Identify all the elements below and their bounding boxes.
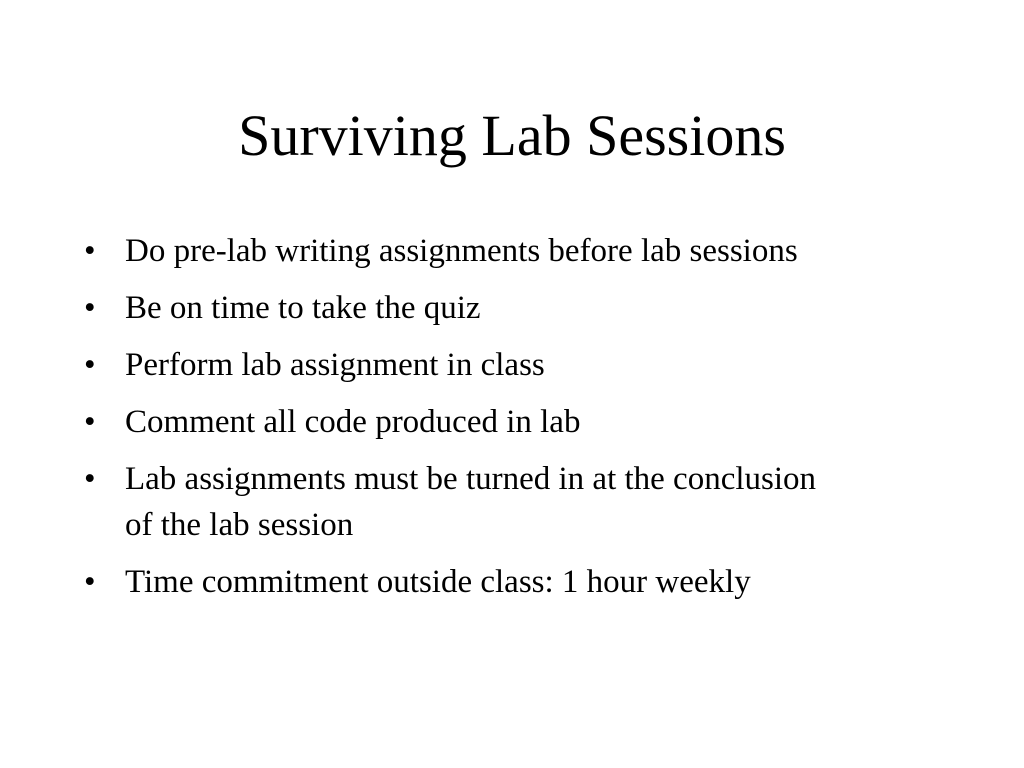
- bullet-icon: •: [84, 290, 96, 326]
- bullet-text: Be on time to take the quiz: [125, 290, 481, 326]
- bullet-list: [84, 228, 964, 616]
- bullet-text: Do pre-lab writing assignments before lab sessions: [125, 233, 798, 269]
- bullet-icon: •: [84, 404, 96, 440]
- bullet-text: Perform lab assignment in class: [125, 347, 545, 383]
- bullet-text: Lab assignments must be turned in at the conclusion of the lab session: [125, 461, 817, 543]
- bullet-item: [84, 285, 964, 331]
- bullet-icon: •: [84, 461, 96, 497]
- bullet-item: [84, 456, 825, 548]
- bullet-icon: •: [84, 233, 96, 269]
- bullet-text: Time commitment outside class: 1 hour weekly: [125, 564, 751, 600]
- bullet-text: Comment all code produced in lab: [125, 404, 581, 440]
- bullet-icon: •: [84, 347, 96, 383]
- bullet-item: [84, 228, 964, 274]
- bullet-item: [84, 559, 964, 605]
- slide-title: Surviving Lab Sessions: [238, 103, 786, 168]
- bullet-item: [84, 342, 964, 388]
- bullet-icon: •: [84, 564, 96, 600]
- bullet-item: [84, 399, 964, 445]
